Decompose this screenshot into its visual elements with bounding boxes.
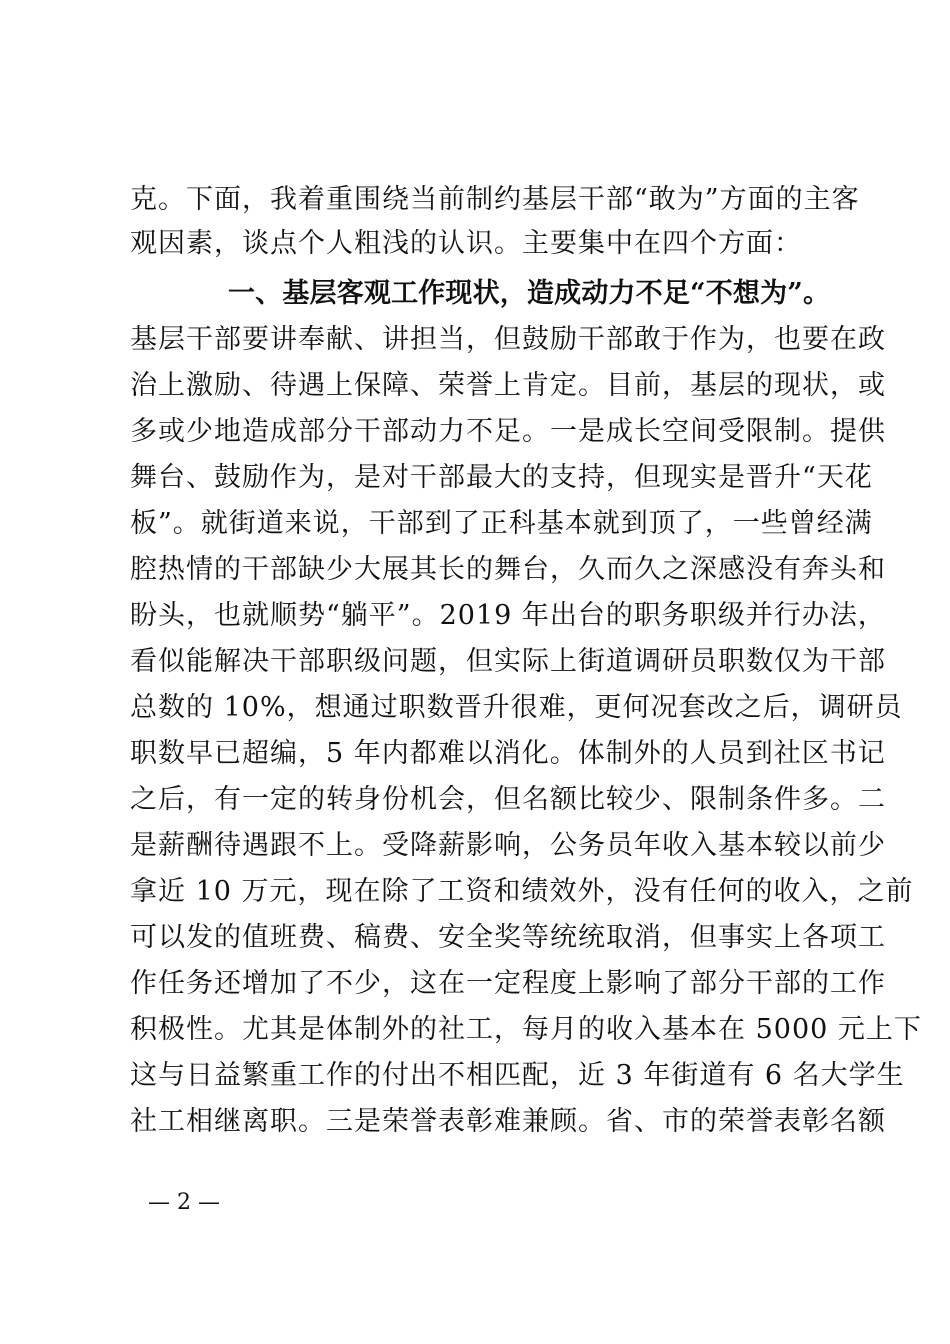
paragraph-line: 多或少地造成部分干部动力不足。一是成长空间受限制。提供 <box>130 416 886 447</box>
paragraph-line: 总数的 10%，想通过职数晋升很难，更何况套改之后，调研员 <box>130 692 903 723</box>
paragraph-line: 作任务还增加了不少，这在一定程度上影响了部分干部的工作 <box>130 968 886 999</box>
paragraph-line: 舞台、鼓励作为，是对干部最大的支持，但现实是晋升“天花 <box>130 462 873 493</box>
paragraph-line: 这与日益繁重工作的付出不相匹配，近 3 年街道有 6 名大学生 <box>130 1060 905 1091</box>
paragraph-line: 观因素，谈点个人粗浅的认识。主要集中在四个方面： <box>130 228 802 259</box>
paragraph-line: 社工相继离职。三是荣誉表彰难兼顾。省、市的荣誉表彰名额 <box>130 1106 886 1137</box>
paragraph-line: 盼头，也就顺势“躺平”。2019 年出台的职务职级并行办法， <box>130 600 886 631</box>
paragraph-line: 看似能解决干部职级问题，但实际上街道调研员职数仅为干部 <box>130 646 886 677</box>
paragraph-line: 腔热情的干部缺少大展其长的舞台，久而久之深感没有奔头和 <box>130 554 886 585</box>
paragraph-line: 克。下面，我着重围绕当前制约基层干部“敢为”方面的主客 <box>130 184 860 215</box>
paragraph-line: 拿近 10 万元，现在除了工资和绩效外，没有任何的收入，之前 <box>130 876 914 907</box>
paragraph-line: 积极性。尤其是体制外的社工，每月的收入基本在 5000 元上下 <box>130 1014 922 1045</box>
page-number: — 2 — <box>148 1190 220 1215</box>
paragraph-line: 板”。就街道来说，干部到了正科基本就到顶了，一些曾经满 <box>130 508 873 539</box>
paragraph-line: 基层干部要讲奉献、讲担当，但鼓励干部敢于作为，也要在政 <box>130 324 886 355</box>
paragraph-line: 之后，有一定的转身份机会，但名额比较少、限制条件多。二 <box>130 784 886 815</box>
paragraph-line: 治上激励、待遇上保障、荣誉上肯定。目前，基层的现状，或 <box>130 370 886 401</box>
paragraph-line: 可以发的值班费、稿费、安全奖等统统取消，但事实上各项工 <box>130 922 886 953</box>
section-heading: 一、基层客观工作现状，造成动力不足“不想为”。 <box>228 278 830 309</box>
paragraph-line: 是薪酬待遇跟不上。受降薪影响，公务员年收入基本较以前少 <box>130 830 886 861</box>
paragraph-line: 职数早已超编，5 年内都难以消化。体制外的人员到社区书记 <box>130 738 886 769</box>
